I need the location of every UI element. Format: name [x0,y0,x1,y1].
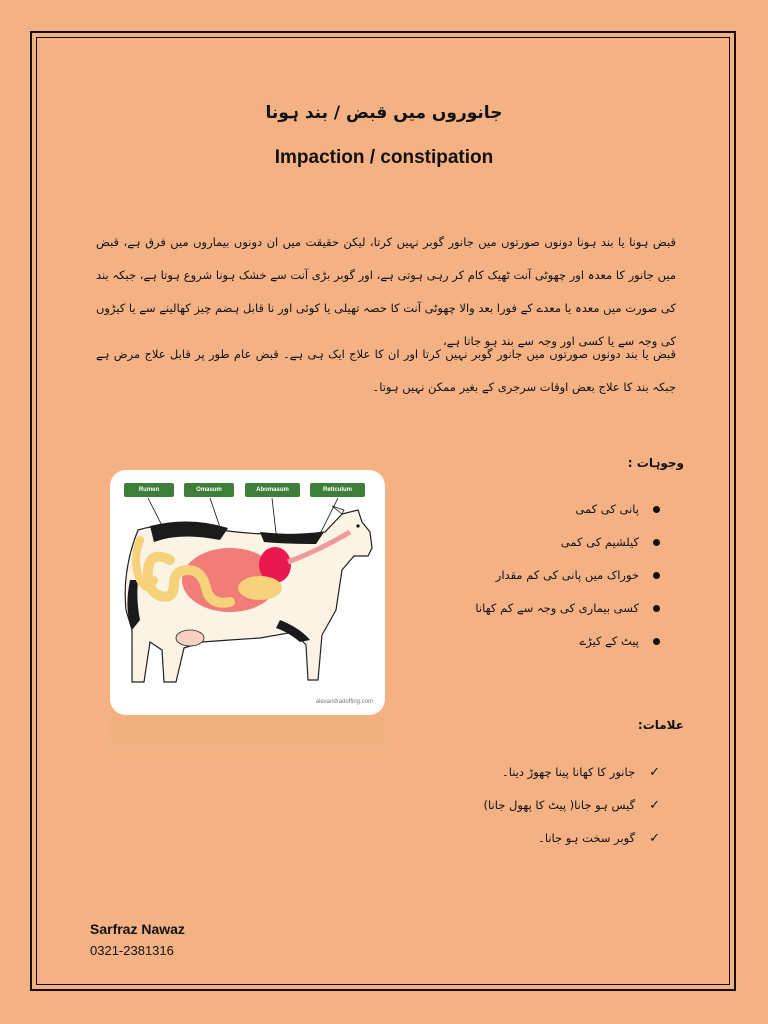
checkmark-icon: ✓ [649,831,660,846]
cow-stomach-diagram [110,470,385,715]
symptoms-list [484,756,660,855]
list-item: ✓ جانور کا کھانا پینا چھوڑ دینا۔ [484,756,660,789]
list-item: کسی بیماری کی وجہ سے کم کھانا [475,592,660,625]
cow-illustration [110,470,385,715]
label-reticulum: Reticulum [310,483,365,497]
title-urdu: جانوروں میں قبض / بند ہونا [265,103,503,123]
author-phone: 0321-2381316 [90,943,174,958]
label-abomasum: Abomasum [245,483,300,497]
list-item: ✓ گیس ہو جانا( پیٹ کا پھول جانا) [484,789,660,822]
title-english: Impaction / constipation [274,147,494,168]
reasons-list [475,493,660,658]
list-item: خوراک میں پانی کی کم مقدار [475,559,660,592]
list-item: پانی کی کمی [475,493,660,526]
bullet-icon [653,605,660,612]
checkmark-icon: ✓ [649,765,660,780]
bullet-icon [653,539,660,546]
image-credit: alexandradoffing.com [315,699,373,705]
reasons-heading: وجوہات : [627,456,684,470]
bullet-icon [653,506,660,513]
list-item: ✓ گوبر سخت ہو جانا۔ [484,822,660,855]
list-item: پیٹ کے کیڑے [475,625,660,658]
checkmark-icon: ✓ [649,798,660,813]
paragraph-treatment: قبض یا بند دونوں صورتوں میں جانور گوبر نہیں کرتا اور ان کا علاج ایک ہی ہے۔ قبض عام طور پر قابل علاج مرض ہے جبکہ بند کا علاج بعض اوقات سرجری کے بغیر ممکن نہیں ہوتا۔ [96,347,676,394]
symptoms-heading: علامات: [637,718,684,732]
author-name: Sarfraz Nawaz [90,921,185,937]
diagram-reflection [110,716,385,774]
paragraph-definition: قبض ہونا یا بند ہونا دونوں صورتوں میں جانور گوبر نہیں کرتا، لیکن حقیقت میں ان دونوں بیماروں میں فرق ہے، قبض میں جانور کا معدہ اور چھوٹی آنت ٹھیک کام کر رہی ہوتی ہے، اور گوبر بڑی آنت سے خشک ہونا شروع ہوتا ہے، جبکہ بند کی صورت میں معدہ یا معدے کے فورا بعد والا چھوٹی آنت کا حصہ تھیلی یا کوئی اور نا قابل ہضم چیز کھالینے سے یا کیڑوں کی وجہ سے یا کسی اور وجہ سے بند ہو جاتا ہے، [95,235,676,348]
label-omasum: Omasum [184,483,234,497]
label-rumen: Rumen [124,483,174,497]
bullet-icon [653,638,660,645]
bullet-icon [653,572,660,579]
list-item: کیلشیم کی کمی [475,526,660,559]
